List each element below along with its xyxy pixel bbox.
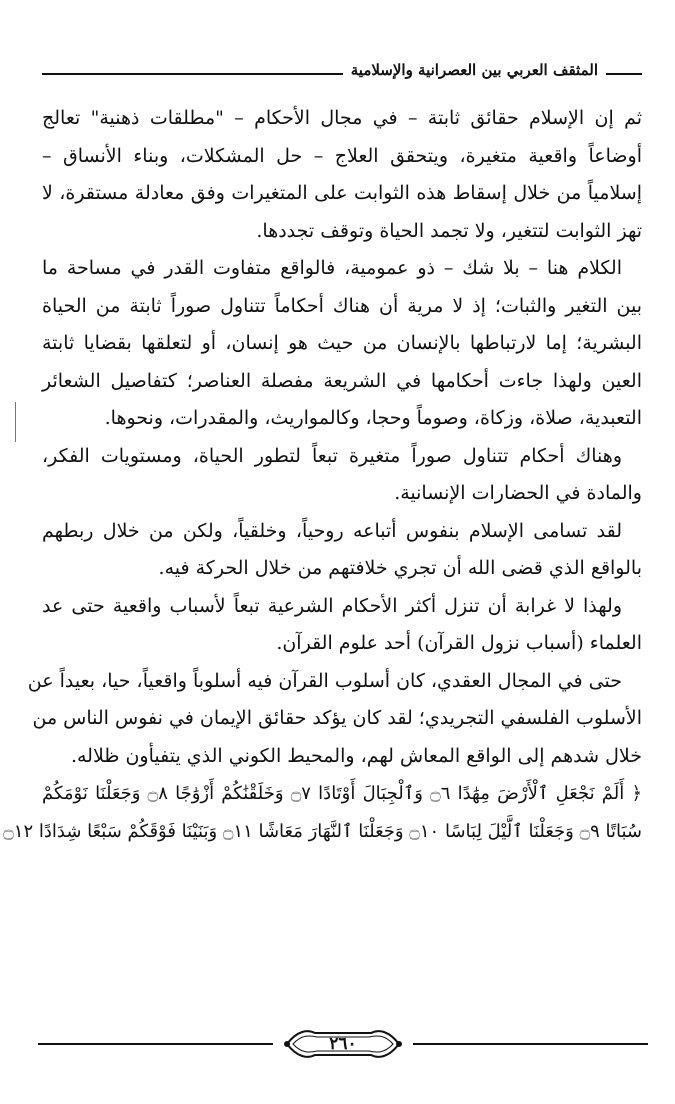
text-line: ثم إن الإسلام حقائق ثابتة – في مجال الأحكام – "مطلقات ذهنية" تعالج — [42, 107, 642, 129]
text-line: بالواقع الذي قضى الله أن تجري خلافتهم من خلال الحركة فيه. — [158, 557, 642, 579]
text-line: الأسلوب الفلسفي التجريدي؛ لقد كان يؤكد حقائق الإيمان في نفوس الناس من — [32, 707, 642, 729]
text-line: الكلام هنا – بلا شك – ذو عمومية، فالواقع متفاوت القدر في مساحة ما — [42, 257, 622, 279]
footer-rule-left — [38, 1043, 273, 1045]
text-line: تهز الثوابت لتتغير، ولا تجمد الحياة وتوقف تجددها. — [256, 219, 642, 242]
quran-verse-line: سُبَاتًا ۝٩ وَجَعَلْنَا ٱلَّيْلَ لِبَاسًا ۝١٠ وَجَعَلْنَا ٱلنَّهَارَ مَعَاشًا ۝١١ وَبَنَيْنَا فَوْقَكُمْ سَبْعًا شِدَادًا ۝١٢ — [3, 820, 642, 842]
page-body — [3, 100, 642, 850]
text-line: بين التغير والثبات؛ إذ لا مرية أن هناك أحكاماً تتناول صوراً ثابتة من الحياة — [42, 294, 642, 317]
text-line: خلال شدهم إلى الواقع المعاش لهم، والمحيط الكوني الذي يتفيأون ظلاله. — [70, 744, 642, 767]
text-line: أوضاعاً واقعية متغيرة، ويتحقق العلاج – حل المشكلات، وبناء الأنساق – — [42, 144, 642, 167]
text-line: العين ولهذا جاءت أحكامها في الشريعة مفصلة العناصر؛ كتفاصيل الشعائر — [42, 369, 642, 392]
text-line: ولهذا لا غرابة أن تنزل أكثر الأحكام الشرعية تبعاً لأسباب واقعية حتى عد — [42, 594, 622, 617]
running-header — [42, 55, 642, 85]
quran-verse-line: ﴿ أَلَمْ نَجْعَلِ ٱلْأَرْضَ مِهَٰدًا ۝٦ وَٱلْجِبَالَ أَوْتَادًا ۝٧ وَخَلَقْنَٰكُمْ أَزْوَٰجًا ۝٨ وَجَعَلْنَا نَوْمَكُمْ — [42, 783, 642, 804]
margin-mark — [15, 402, 16, 442]
text-line: العلماء (أسباب نزول القرآن) أحد علوم القرآن. — [276, 632, 642, 654]
text-line: وهناك أحكام تتناول صوراً متغيرة تبعاً لتطور الحياة، ومستويات الفكر، — [42, 444, 622, 467]
text-line: لقد تسامى الإسلام بنفوس أتباعه روحياً، وخلقياً، ولكن من خلال ربطهم — [42, 519, 622, 542]
running-title: المثقف العربي بين العصرانية والإسلامية — [343, 61, 606, 79]
page-footer — [38, 1023, 648, 1073]
footer-rule-right — [413, 1043, 648, 1045]
text-line: إسلامياً من خلال إسقاط هذه الثوابت على المتغيرات وفق معادلة مستقرة، لا — [42, 182, 642, 204]
text-line: البشرية؛ إما لارتباطها بالإنسان من حيث هو إنسان، أو لتعلقها بقضايا ثابتة — [42, 332, 642, 354]
text-line: حتى في المجال العقدي، كان أسلوب القرآن فيه أسلوباً واقعياً، حيا، بعيداً عن — [27, 669, 622, 692]
text-line: والمادة في الحضارات الإنسانية. — [394, 482, 642, 504]
text-line: التعبدية، صلاة، وزكاة، وصوماً وحجا، وكالمواريث، والمقدرات، ونحوها. — [104, 407, 642, 429]
page-number: ٢٦٠ — [329, 1034, 357, 1054]
